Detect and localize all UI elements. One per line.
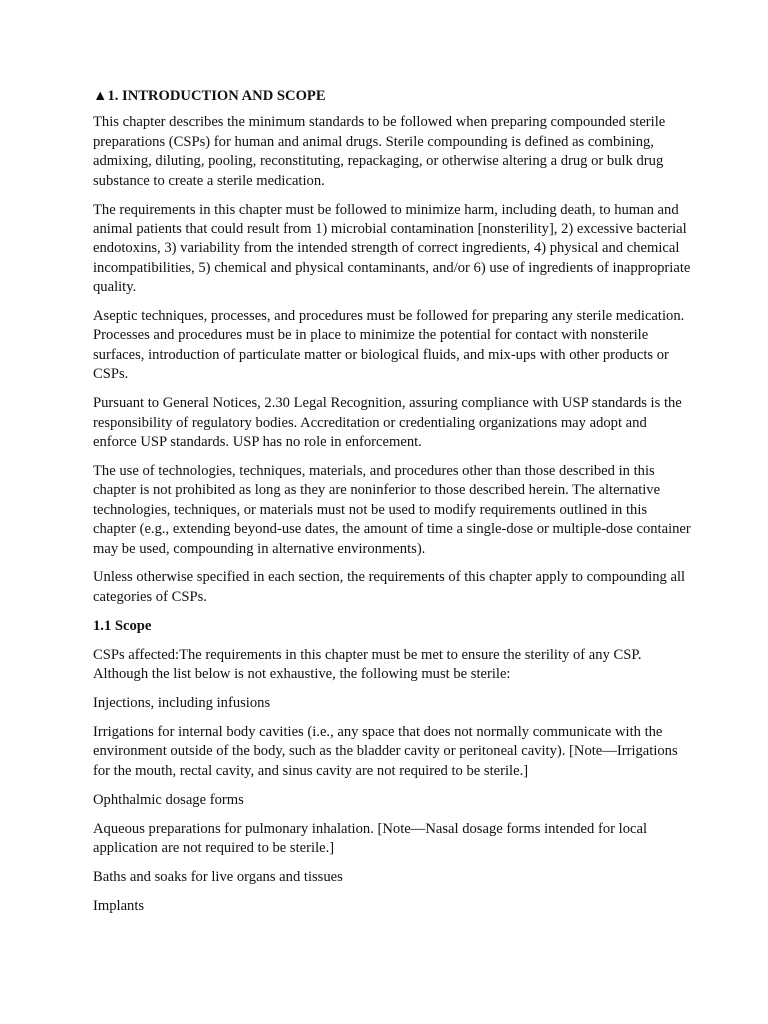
scope-list-item: Injections, including infusions [93, 694, 271, 711]
intro-paragraph: Unless otherwise specified in each section, the requirements of this chapter apply to compounding all categories of CSPs. [93, 569, 686, 605]
scope-title: 1.1 Scope [93, 617, 152, 634]
intro-paragraph: This chapter describes the minimum standards to be followed when preparing compounded sterile preparations (CSPs) for human and animal drugs. Sterile compounding is defined as combining, admixing, diluting, pooling, reconstituting, repackaging, or otherwise altering a drug or bulk drug substance to create a sterile medication. [93, 114, 666, 189]
section-title: ▲1. INTRODUCTION AND SCOPE [93, 88, 326, 104]
document-body [93, 87, 693, 926]
scope-paragraph: CSPs affected:The requirements in this chapter must be met to ensure the sterility of any CSP. Although the list below is not exhaustive, the following must be sterile: [93, 646, 642, 683]
scope-list-item: Implants [93, 897, 145, 914]
intro-paragraph: The requirements in this chapter must be followed to minimize harm, including death, to human and animal patients that could result from 1) microbial contamination [nonsterility], 2) excessive bacterial endotoxins, 3) variability from the intended strength of correct ingredients, 4) physical and chemical incompatibilities, 5) chemical and physical contaminants, and/or 6) use of ingredients of inappropriate quality. [93, 201, 691, 296]
intro-paragraph: The use of technologies, techniques, materials, and procedures other than those described in this chapter is not prohibited as long as they are noninferior to those described herein. The alternative technologies, techniques, or materials must not be used to modify requirements outlined in this chapter (e.g., extending beyond-use dates, the amount of time a single-dose or multiple-dose container may be used, compounding in alternative environments). [93, 462, 691, 557]
intro-paragraph: Pursuant to General Notices, 2.30 Legal Recognition, assuring compliance with USP standards is the responsibility of regulatory bodies. Accreditation or credentialing organizations may adopt and enforce USP standards. USP has no role in enforcement. [93, 395, 682, 450]
intro-paragraph: Aseptic techniques, processes, and procedures must be followed for preparing any sterile medication. Processes and procedures must be in place to minimize the potential for contact with nonsterile surfaces, introduction of particulate matter or biological fluids, and mix-ups with other products or CSPs. [93, 308, 685, 383]
scope-list-item: Baths and soaks for live organs and tissues [93, 868, 343, 885]
scope-list-item: Irrigations for internal body cavities (i.e., any space that does not normally communicate with the environment outside of the body, such as the bladder cavity or peritoneal cavity). [Note—Irrigations for the mouth, rectal cavity, and sinus cavity are not required to be sterile.] [93, 723, 678, 779]
scope-list-item: Ophthalmic dosage forms [93, 791, 244, 808]
scope-list-item: Aqueous preparations for pulmonary inhalation. [Note—Nasal dosage forms intended for local application are not required to be sterile.] [93, 820, 647, 856]
